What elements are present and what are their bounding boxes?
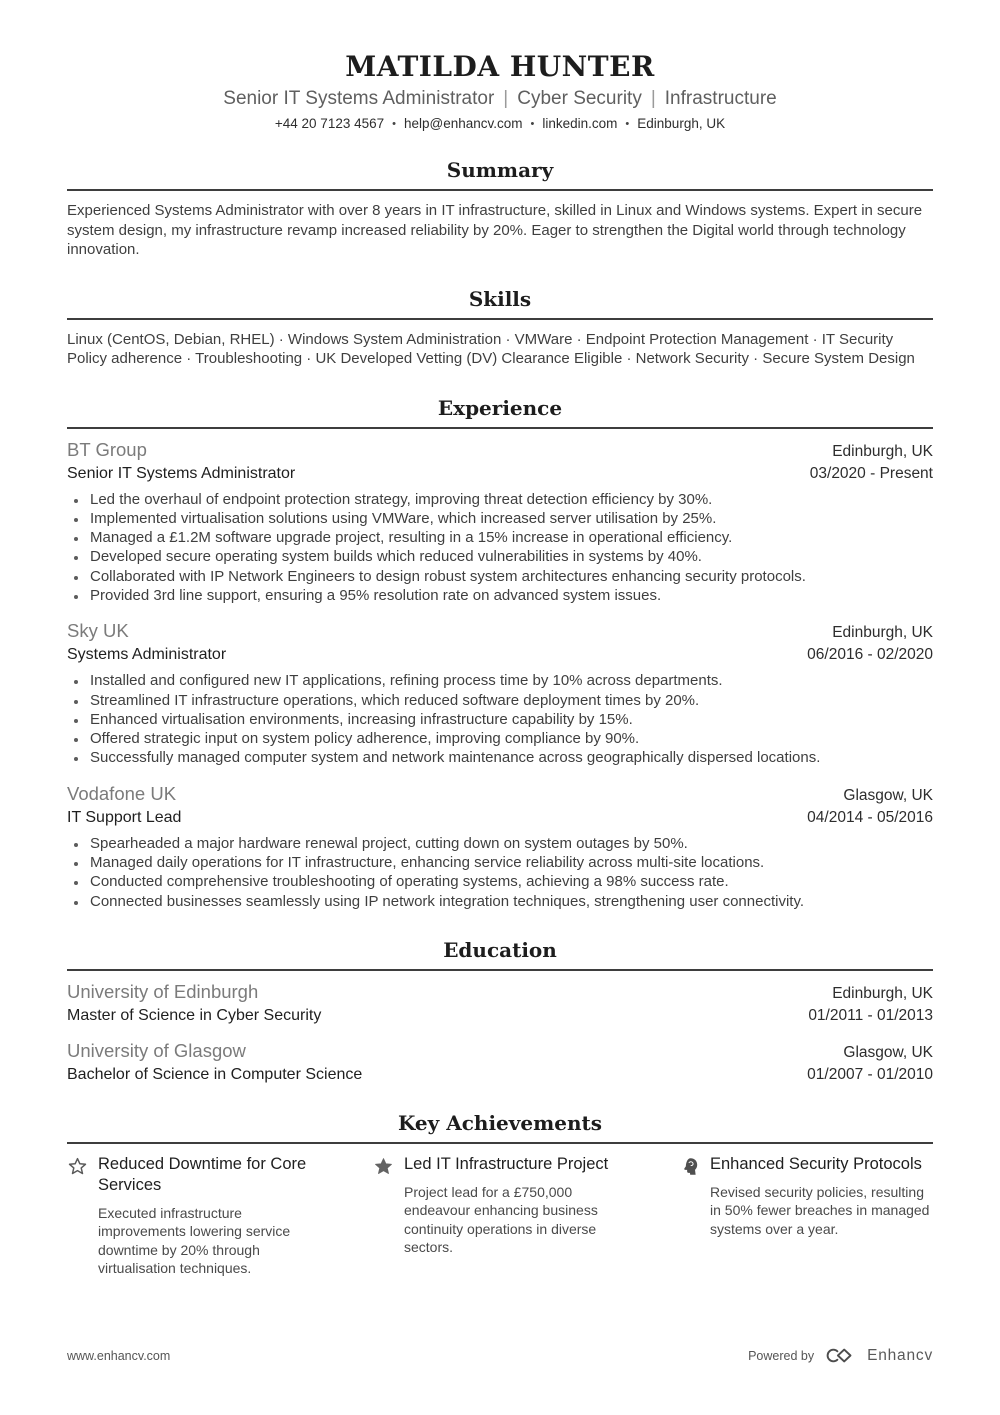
contact-row: [67, 116, 933, 131]
bullet-item: • Connected businesses seamlessly using IP network integration techniques, strengthening user connectivity.: [88, 892, 933, 911]
section-education: [67, 938, 933, 1084]
bullet-item: • Streamlined IT infrastructure operations, which reduced software deployment times by 20%.: [88, 691, 933, 710]
dot-separator: •: [625, 118, 630, 130]
contact-linkedin[interactable]: linkedin.com: [542, 116, 618, 131]
bullet-item: • Installed and configured new IT applications, refining process time by 10% across departments.: [88, 671, 933, 690]
head-brain-icon: [679, 1154, 700, 1182]
achievement-text: Project lead for a £750,000 endeavour enhancing business continuity operations in diverse sectors.: [404, 1183, 598, 1256]
entry-location: Glasgow, UK: [843, 1043, 933, 1061]
dot-separator: •: [392, 118, 396, 130]
achievement-content: [710, 1154, 933, 1239]
subtitle-role: Senior IT Systems Administrator: [223, 88, 495, 109]
achievement-content: [98, 1154, 321, 1278]
section-summary: [67, 158, 933, 260]
bullet-item: • Collaborated with IP Network Engineers to design robust system architectures enhancing security protocols.: [88, 567, 933, 586]
entry-dates: 01/2011 - 01/2013: [808, 1006, 933, 1024]
experience-title: Experience: [437, 395, 563, 420]
achievement-card: [679, 1154, 933, 1278]
section-divider: [67, 189, 933, 191]
bullet-list: [67, 490, 933, 606]
enhancv-brand-name: Enhancv: [867, 1346, 933, 1364]
bullet-item: • Provided 3rd line support, ensuring a 95% resolution rate on advanced system issues.: [88, 586, 933, 605]
contact-location: Edinburgh, UK: [637, 116, 726, 131]
bullet-item: • Managed daily operations for IT infrastructure, enhancing service reliability across multi-site locations.: [88, 853, 933, 872]
contact-email[interactable]: help@enhancv.com: [403, 116, 523, 131]
section-key-achievements: [67, 1111, 933, 1278]
bullet-item: • Managed a £1.2M software upgrade project, resulting in a 15% increase in operational efficiency.: [88, 528, 933, 547]
page-footer: [67, 1346, 933, 1365]
entry-location: Edinburgh, UK: [832, 624, 933, 642]
bullet-item: • Led the overhaul of endpoint protection strategy, improving threat detection efficiency by 30%.: [88, 490, 933, 509]
degree-name: Master of Science in Cyber Security: [67, 1006, 322, 1024]
enhancv-logo-icon: [825, 1346, 856, 1365]
entry-location: Edinburgh, UK: [832, 984, 933, 1002]
job-title: Senior IT Systems Administrator: [67, 464, 296, 482]
bullet-list: [67, 834, 933, 911]
pipe-separator: |: [650, 88, 656, 109]
pipe-separator: |: [503, 88, 509, 109]
section-divider: [67, 318, 933, 320]
section-divider: [67, 427, 933, 429]
achievement-title: Enhanced Security Protocols: [710, 1154, 922, 1173]
entry-dates: 06/2016 - 02/2020: [807, 646, 933, 664]
enhancv-site-link[interactable]: www.enhancv.com: [67, 1348, 171, 1363]
experience-entry: [67, 783, 933, 911]
achievement-text: Executed infrastructure improvements lowering service downtime by 20% through virtualisation techniques.: [98, 1204, 291, 1277]
education-title: Education: [443, 937, 557, 962]
achievement-card: [67, 1154, 321, 1278]
section-experience: [67, 396, 933, 911]
entry-dates: 04/2014 - 05/2016: [807, 808, 933, 826]
bullet-item: • Enhanced virtualisation environments, increasing infrastructure capability by 15%.: [88, 710, 933, 729]
company-name: BT Group: [67, 438, 147, 460]
bullet-item: • Successfully managed computer system and network maintenance across geographically dispersed locations.: [88, 748, 933, 767]
achievement-content: [404, 1154, 627, 1257]
summary-text: Experienced Systems Administrator with over 8 years in IT infrastructure, skilled in Linux and Windows systems. Expert in secure system design, my infrastructure revamp increased reliability by 20%. Eager to strengthen the Digital world through technology innovation.: [67, 202, 923, 258]
bullet-item: • Implemented virtualisation solutions using VMWare, which increased server utilisation by 25%.: [88, 509, 933, 528]
entry-dates: 03/2020 - Present: [809, 464, 933, 482]
degree-name: Bachelor of Science in Computer Science: [67, 1065, 363, 1083]
bullet-item: • Offered strategic input on system policy adherence, improving compliance by 90%.: [88, 729, 933, 748]
company-name: Sky UK: [67, 620, 129, 642]
subtitle-specialty-2: Infrastructure: [664, 88, 777, 109]
experience-entry: [67, 620, 933, 767]
header-subtitle: [67, 88, 933, 110]
section-skills: [67, 287, 933, 369]
page-title: MATILDA HUNTER: [345, 50, 655, 83]
entry-location: Edinburgh, UK: [832, 442, 933, 460]
subtitle-specialty-1: Cyber Security: [517, 88, 642, 109]
bullet-item: • Conducted comprehensive troubleshooting of operating systems, achieving a 98% success rate.: [88, 872, 933, 891]
achievement-card: [373, 1154, 627, 1278]
school-name: University of Edinburgh: [67, 980, 259, 1002]
achievements-title: Key Achievements: [397, 1110, 603, 1135]
education-entry: [67, 1040, 933, 1084]
education-entry: [67, 981, 933, 1025]
star-outline-icon: [67, 1154, 88, 1182]
bullet-list: [67, 671, 933, 767]
achievement-title: Reduced Downtime for Core Services: [98, 1154, 307, 1194]
powered-by-label: Powered by: [748, 1348, 815, 1363]
summary-title: Summary: [446, 158, 554, 182]
section-divider: [67, 1142, 933, 1144]
entry-dates: 01/2007 - 01/2010: [807, 1065, 933, 1083]
school-name: University of Glasgow: [67, 1039, 246, 1061]
skills-text: Linux (CentOS, Debian, RHEL) · Windows System Administration · VMWare · Endpoint Protection Management · IT Security Policy adherence · Troubleshooting · UK Developed Vetting (DV) Clearance Eligible · Network Security · Secure System Design: [67, 330, 915, 367]
achievements-grid: [67, 1154, 933, 1278]
job-title: Systems Administrator: [67, 646, 227, 664]
job-title: IT Support Lead: [67, 808, 182, 826]
skills-title: Skills: [468, 286, 532, 311]
star-filled-icon: [373, 1154, 394, 1182]
resume-header: [67, 50, 933, 131]
achievement-title: Led IT Infrastructure Project: [404, 1154, 609, 1173]
bullet-item: • Spearheaded a major hardware renewal project, cutting down on system outages by 50%.: [88, 834, 933, 853]
bullet-item: • Developed secure operating system builds which reduced vulnerabilities in systems by 40%.: [88, 547, 933, 566]
entry-location: Glasgow, UK: [843, 786, 933, 804]
powered-by: [748, 1346, 933, 1365]
experience-entry: [67, 439, 933, 606]
company-name: Vodafone UK: [67, 782, 177, 804]
achievement-text: Revised security policies, resulting in 50% fewer breaches in managed systems over a year.: [710, 1183, 930, 1237]
section-divider: [67, 969, 933, 971]
dot-separator: •: [530, 118, 535, 130]
contact-phone: +44 20 7123 4567: [274, 116, 385, 131]
